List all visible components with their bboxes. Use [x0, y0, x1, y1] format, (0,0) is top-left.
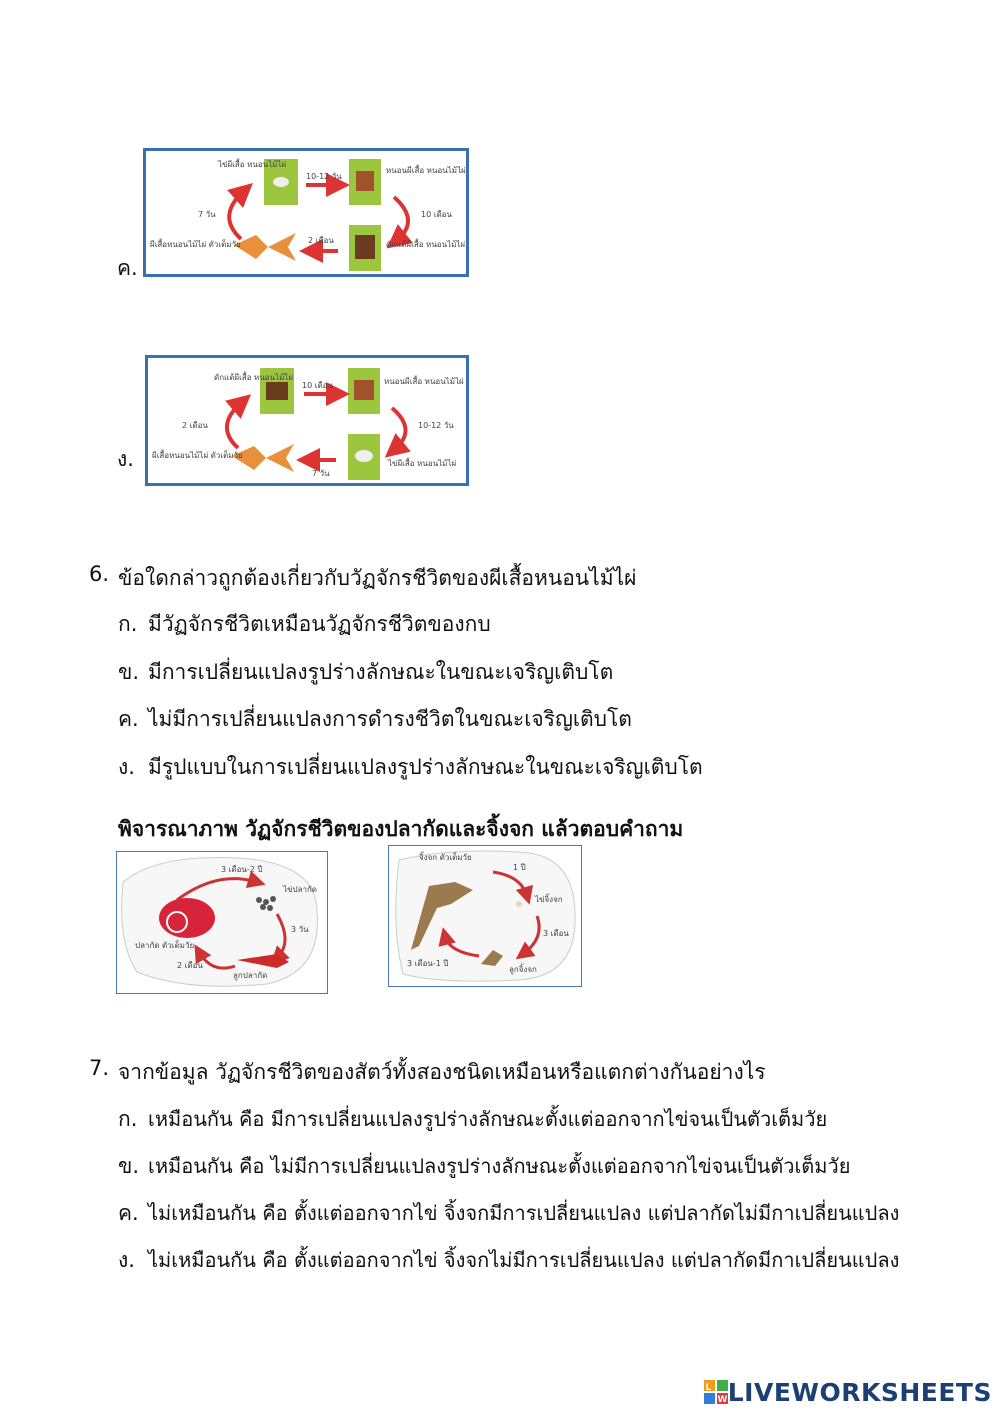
gecko-adult-label: จิ้งจก ตัวเต็มวัย [419, 853, 472, 862]
q7-option-d-text[interactable]: ไม่เหมือนกัน คือ ตั้งแต่ออกจากไข่ จิ้งจกไม่มีการเปลี่ยนแปลง แต่ปลากัดมีกาเปลี่ยนแปลง [148, 1248, 900, 1272]
eggs-icon [355, 450, 373, 462]
q7-option-c-label[interactable]: ค. [118, 1201, 139, 1225]
stage-time-4: 2 เดือน [182, 421, 208, 430]
q7-option-b-label[interactable]: ข. [118, 1154, 140, 1178]
q7-option-d-label[interactable]: ง. [118, 1248, 135, 1272]
q7-option-c-text[interactable]: ไม่เหมือนกัน คือ ตั้งแต่ออกจากไข่ จิ้งจกมีการเปลี่ยนแปลง แต่ปลากัดไม่มีกาเปลี่ยนแปลง [148, 1201, 900, 1225]
q6-option-d-label[interactable]: ง. [118, 755, 135, 779]
q7-option-b-text[interactable]: เหมือนกัน คือ ไม่มีการเปลี่ยนแปลงรูปร่างลักษณะตั้งแต่ออกจากไข่จนเป็นตัวเต็มวัย [148, 1154, 851, 1178]
pupae-icon [355, 235, 375, 259]
svg-text:L: L [705, 1383, 711, 1393]
larva-label: หนอนผีเสื้อ หนอนไม้ไผ่ [384, 377, 464, 386]
stage-time-1: 10 เดือน [302, 381, 333, 390]
option-d-label[interactable]: ง. [117, 447, 134, 471]
q6-option-a-label[interactable]: ก. [118, 612, 138, 636]
stage-time-1: 10-12 วัน [306, 172, 342, 181]
stage-time-3: 2 เดือน [308, 236, 334, 245]
gecko-cycle-svg [389, 846, 580, 985]
q6-option-d-text[interactable]: มีรูปแบบในการเปลี่ยนแปลงรูปร่างลักษณะในขณะเจริญเติบโต [148, 755, 703, 779]
fish-time-3: 2 เดือน [177, 961, 203, 970]
q7-option-a-text[interactable]: เหมือนกัน คือ มีการเปลี่ยนแปลงรูปร่างลักษณะตั้งแต่ออกจากไข่จนเป็นตัวเต็มวัย [148, 1107, 828, 1131]
gecko-time-2: 3 เดือน [543, 929, 569, 938]
stage-time-2: 10-12 วัน [418, 421, 454, 430]
fish-time-2: 3 วัน [291, 925, 309, 934]
brand-text: LIVEWORKSHEETS [727, 1377, 992, 1407]
question-7-text: จากข้อมูล วัฏจักรชีวิตของสัตว์ทั้งสองชนิดเหมือนหรือแตกต่างกันอย่างไร [118, 1060, 766, 1084]
adult-label: ผีเสื้อหนอนไม้ไผ่ ตัวเต็มวัย [152, 451, 243, 460]
fish-baby-label: ลูกปลากัด [233, 971, 268, 980]
bamboo-moth-cycle-d [148, 358, 466, 483]
eggs-label: ไข่ผีเสื้อ หนอนไม้ไผ่ [218, 160, 287, 169]
fish-time-1: 3 เดือน-2 ปี [221, 865, 263, 874]
eggs-label: ไข่ผีเสื้อ หนอนไม้ไผ่ [388, 459, 457, 468]
stage-time-3: 7 วัน [312, 469, 330, 478]
gecko-egg-icon [516, 901, 522, 907]
q6-option-b-label[interactable]: ข. [118, 660, 140, 684]
eggs-icon [273, 177, 289, 187]
pupae-icon [266, 382, 288, 400]
larvae-icon [356, 171, 374, 191]
option-c-label[interactable]: ค. [117, 256, 138, 280]
adult-label: ผีเสื้อหนอนไม้ไผ่ ตัวเต็มวัย [150, 240, 241, 249]
larvae-icon [354, 380, 374, 400]
bamboo-moth-cycle-c [146, 151, 466, 274]
stage-time-2: 10 เดือน [421, 210, 452, 219]
fish-cycle-svg [117, 852, 326, 992]
svg-text:W: W [717, 1395, 728, 1404]
pupa-label: ดักแด้ผีเสื้อ หนอนไม้ไผ่ [214, 373, 294, 382]
q6-option-c-label[interactable]: ค. [118, 707, 139, 731]
gecko-baby-label: ลูกจิ้งจก [509, 965, 537, 974]
betta-fish-life-cycle [116, 851, 328, 994]
larva-label: หนอนผีเสื้อ หนอนไม้ไผ่ [386, 166, 466, 175]
question-7-number: 7. [89, 1056, 110, 1080]
q6-option-b-text[interactable]: มีการเปลี่ยนแปลงรูปร่างลักษณะในขณะเจริญเติบโต [148, 660, 614, 684]
fish-adult-label: ปลากัด ตัวเต็มวัย [135, 941, 195, 950]
q7-option-a-label[interactable]: ก. [118, 1107, 138, 1131]
stage-time-4: 7 วัน [198, 210, 216, 219]
pupa-label: ดักแด้ผีเสื้อ หนอนไม้ไผ่ [386, 240, 466, 249]
moth-icon [234, 233, 296, 261]
gecko-eggs-label: ไข่จิ้งจก [535, 895, 563, 904]
q6-option-a-text[interactable]: มีวัฏจักรชีวิตเหมือนวัฏจักรชีวิตของกบ [148, 612, 491, 636]
gecko-time-3: 3 เดือน-1 ปี [407, 959, 449, 968]
q6-option-c-text[interactable]: ไม่มีการเปลี่ยนแปลงการดำรงชีวิตในขณะเจริญเติบโต [148, 707, 632, 731]
liveworksheets-logo [704, 1377, 992, 1407]
life-cycle-diagram-c[interactable] [143, 148, 469, 277]
gecko-life-cycle [388, 845, 582, 987]
fish-eggs-label: ไข่ปลากัด [283, 885, 318, 894]
life-cycle-diagram-d[interactable] [145, 355, 469, 486]
lw-mark-icon [704, 1380, 728, 1404]
question-6-text: ข้อใดกล่าวถูกต้องเกี่ยวกับวัฏจักรชีวิตของผีเสื้อหนอนไม้ไผ่ [118, 566, 637, 590]
question-6-number: 6. [89, 562, 110, 586]
section-heading: พิจารณาภาพ วัฏจักรชีวิตของปลากัดและจิ้งจก แล้วตอบคำถาม [118, 817, 684, 841]
gecko-time-1: 1 ปี [513, 863, 526, 872]
